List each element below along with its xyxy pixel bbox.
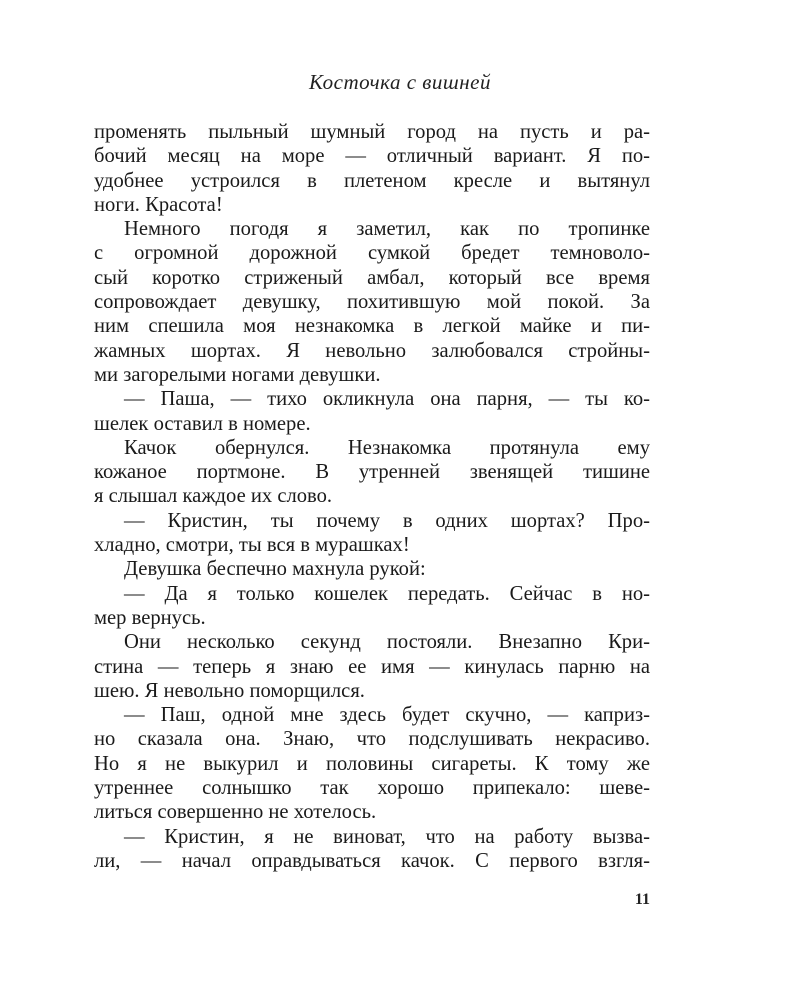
text-line: я слышал каждое их слово. [94,485,333,508]
text-line: Но я не выкурил и половины сигареты. К тому же [94,752,650,775]
text-line: — Кристин, ты почему в одних шортах? Про- [124,509,650,532]
text-line: ми загорелыми ногами девушки. [94,363,381,386]
body-text [94,120,650,873]
running-head: Косточка с вишней [309,70,491,94]
text-line: но сказала она. Знаю, что подслушивать некрасиво. [94,728,650,751]
text-line: удобнее устроился в плетеном кресле и вытянул [94,169,650,192]
text-line: хладно, смотри, ты вся в мурашках! [94,534,410,557]
text-line: утреннее солнышко так хорошо припекало: шеве- [94,777,650,800]
text-line: жамных шортах. Я невольно залюбовался стройны- [94,339,650,362]
text-line: Немного погодя я заметил, как по тропинке [124,218,650,241]
text-line: ним спешила моя незнакомка в легкой майке и пи- [94,315,650,338]
page-number: 11 [634,891,650,908]
text-line: Они несколько секунд постояли. Внезапно Кри- [124,631,650,654]
text-line: — Паша, — тихо окликнула она парня, — ты ко- [124,388,650,411]
text-line: — Паш, одной мне здесь будет скучно, — каприз- [124,704,650,727]
text-line: шелек оставил в номере. [94,412,311,435]
text-line: мер вернусь. [94,606,206,629]
text-line: литься совершенно не хотелось. [94,801,377,824]
text-line: променять пыльный шумный город на пусть и ра- [94,121,650,143]
text-line: шею. Я невольно поморщился. [94,679,365,702]
text-line: Качок обернулся. Незнакомка протянула ему [124,436,650,459]
text-line: ноги. Красота! [94,193,223,216]
text-line: — Кристин, я не виноват, что на работу вызва- [124,825,650,848]
text-line: сопровождает девушку, похитившую мой покой. За [94,291,650,314]
text-line: с огромной дорожной сумкой бредет темноволо- [94,242,650,265]
text-line: бочий месяц на море — отличный вариант. Я по- [94,145,650,168]
text-line: сый коротко стриженый амбал, который все время [94,266,650,289]
text-line: Девушка беспечно махнула рукой: [124,558,426,581]
text-line: ли, — начал оправдываться качок. С первого взгля- [94,849,650,872]
text-line: кожаное портмоне. В утренней звенящей тишине [94,461,650,484]
text-line: — Да я только кошелек передать. Сейчас в но- [124,582,650,605]
text-line: стина — теперь я знаю ее имя — кинулась парню на [94,655,650,678]
